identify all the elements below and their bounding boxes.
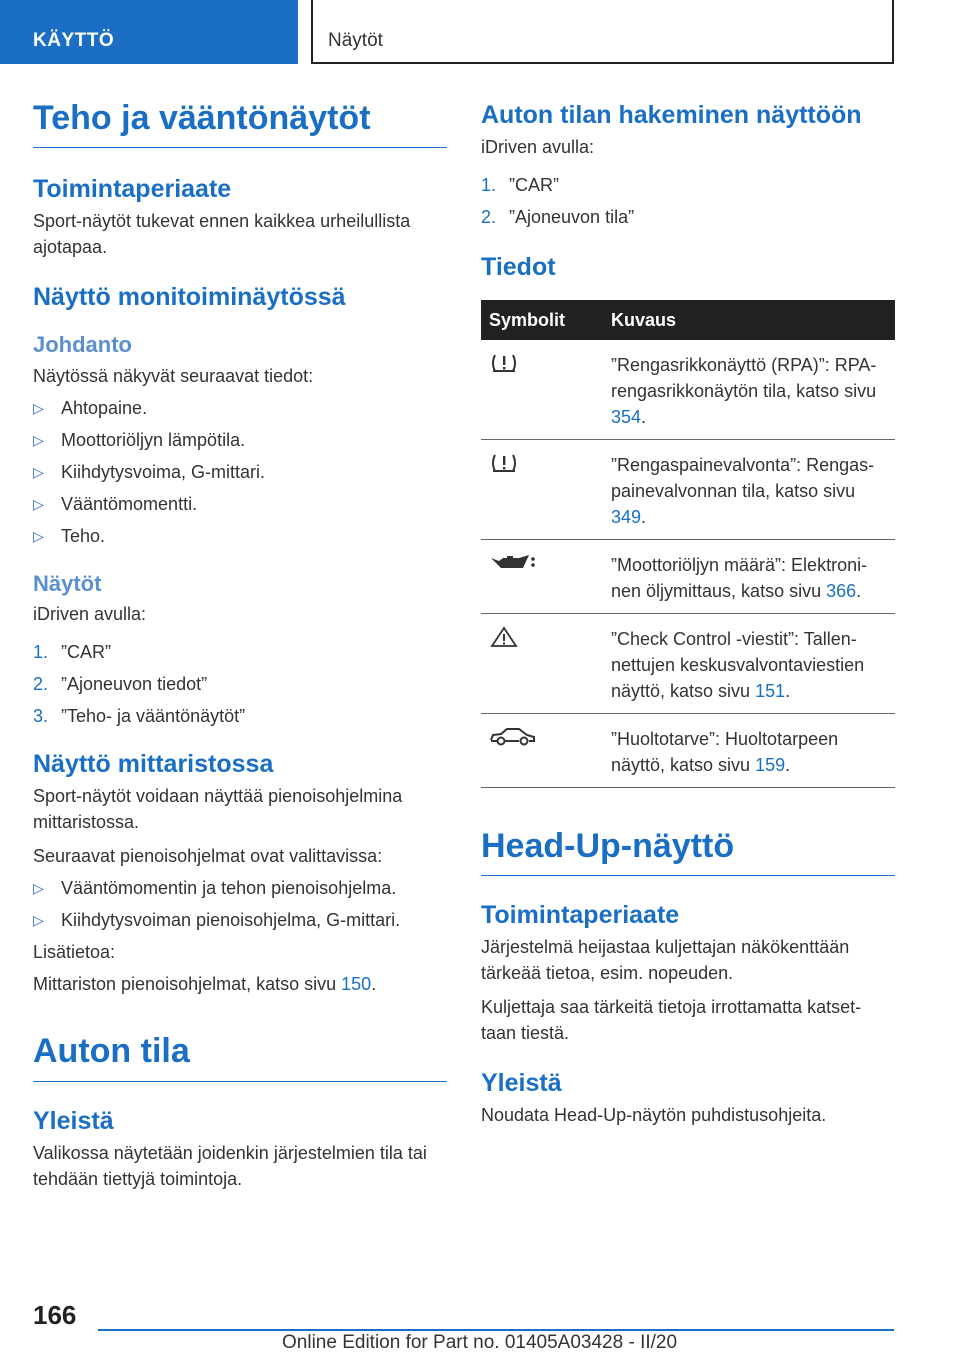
hud-general-heading: Yleistä <box>481 1069 562 1098</box>
bullet-triangle-icon: ▷ <box>33 431 44 448</box>
header-chapter-tab <box>311 0 894 64</box>
cluster-heading: Näyttö mittaristossa <box>33 750 274 779</box>
list-item: 3. ”Teho- ja vääntönäytöt” <box>33 706 246 727</box>
list-item: ▷ Teho. <box>33 523 447 549</box>
general-heading: Yleistä <box>33 1106 114 1135</box>
footer-edition: Online Edition for Part no. 01405A03428 - II/20 <box>282 1332 678 1353</box>
right-column <box>481 100 895 1128</box>
page-link[interactable]: 150 <box>341 974 372 995</box>
principle-heading: Toimintaperiaate <box>33 175 232 204</box>
list-item: ▷ Ahtopaine. <box>33 395 447 421</box>
bullet-triangle-icon: ▷ <box>33 399 44 416</box>
displays-heading: Näytöt <box>33 570 102 596</box>
more-label: Lisätietoa: <box>33 942 116 963</box>
displays-steps <box>33 639 447 729</box>
table-row: ”Rengasrikkonäyttö (RPA)”: RPA-rengasrikkonäytön tila, katso sivu 354. <box>481 340 895 440</box>
info-table <box>481 300 895 788</box>
page-link[interactable]: 159 <box>755 755 786 775</box>
table-row: ”Rengaspainevalvonta”: Rengas-painevalvonnan tila, katso sivu 349. <box>481 440 895 540</box>
displays-text: iDriven avulla: <box>33 604 147 625</box>
page-link[interactable]: 366 <box>826 581 857 601</box>
list-item: 2. ”Ajoneuvon tila” <box>481 207 635 227</box>
intro-heading: Johdanto <box>33 332 132 358</box>
info-heading: Tiedot <box>481 253 556 281</box>
tire-warning-icon <box>489 452 519 474</box>
header-chapter-label: Näytöt <box>328 30 383 51</box>
tire-warning-icon <box>489 352 519 374</box>
bullet-triangle-icon: ▷ <box>33 912 44 929</box>
table-row: ”Check Control -viestit”: Tallen-nettujen keskusvalvontaviestien näyttö, katso sivu 151. <box>481 614 895 714</box>
status-title: Auton tila <box>33 1033 447 1081</box>
page-number: 166 <box>33 1300 77 1330</box>
oil-can-icon <box>489 552 537 574</box>
principle-text: Sport-näytöt tukevat ennen kaikkea urheilullista ajotapaa. <box>33 211 411 258</box>
widgets-text: Seuraavat pienoisohjelmat ovat valittavissa: <box>33 846 383 867</box>
list-item: 1. ”CAR” <box>481 175 559 195</box>
warning-triangle-icon <box>489 626 519 648</box>
fetch-steps <box>481 172 895 230</box>
header-section-tab <box>0 0 298 64</box>
more-text: Mittariston pienoisohjelmat, katso sivu 150. <box>33 974 377 995</box>
page-link[interactable]: 151 <box>755 681 786 701</box>
hud-general-text: Noudata Head-Up-näytön puhdistusohjeita. <box>481 1105 827 1126</box>
bullet-triangle-icon: ▷ <box>33 527 44 544</box>
page-title: Teho ja vääntönäytöt <box>33 100 447 148</box>
general-text: Valikossa näytetään joidenkin järjestelmien tila tai tehdään tiettyjä toimintoja. <box>33 1142 427 1189</box>
page-link[interactable]: 354 <box>611 407 642 427</box>
hud-principle-text: Järjestelmä heijastaa kuljettajan näkökenttään tärkeää tietoa, esim. nopeuden. <box>481 937 850 984</box>
footer-divider <box>98 1329 894 1331</box>
list-item: ▷ Vääntömomentin ja tehon pienoisohjelma. <box>33 875 447 901</box>
list-item: ▷ Vääntömomentti. <box>33 491 447 517</box>
table-header-row <box>481 300 895 340</box>
list-item: 1. ”CAR” <box>33 642 111 663</box>
table-row: ”Huoltotarve”: Huoltotarpeen näyttö, katso sivu 159. <box>481 714 895 788</box>
list-item: 2. ”Ajoneuvon tiedot” <box>33 674 208 695</box>
widgets-list <box>33 875 447 933</box>
list-item: ▷ Kiihdytysvoima, G-mittari. <box>33 459 447 485</box>
table-header-symbol: Symbolit <box>481 300 611 340</box>
car-service-icon <box>489 726 537 748</box>
header-section-label: KÄYTTÖ <box>33 30 115 51</box>
table-header-description: Kuvaus <box>611 300 895 340</box>
intro-text: Näytössä näkyvät seuraavat tiedot: <box>33 365 314 386</box>
hud-principle-heading: Toimintaperiaate <box>481 901 680 930</box>
hud-principle-text-2: Kuljettaja saa tärkeitä tietoja irrottamatta katset-taan tiestä. <box>481 997 862 1044</box>
monitor-heading: Näyttö monitoiminäytössä <box>33 283 346 312</box>
list-item: ▷ Moottoriöljyn lämpötila. <box>33 427 447 453</box>
page-link[interactable]: 349 <box>611 507 642 527</box>
fetch-text: iDriven avulla: <box>481 137 595 157</box>
hud-title: Head-Up-näyttö <box>481 828 895 876</box>
left-column <box>33 100 447 1192</box>
bullet-triangle-icon: ▷ <box>33 880 44 897</box>
list-item: ▷ Kiihdytysvoiman pienoisohjelma, G-mittari. <box>33 907 447 933</box>
table-row: ”Moottoriöljyn määrä”: Elektroni-nen öljymittaus, katso sivu 366. <box>481 540 895 614</box>
bullet-triangle-icon: ▷ <box>33 495 44 512</box>
cluster-text: Sport-näytöt voidaan näyttää pienoisohjelmina mittaristossa. <box>33 786 403 833</box>
bullet-triangle-icon: ▷ <box>33 463 44 480</box>
intro-list <box>33 395 447 549</box>
fetch-heading: Auton tilan hakeminen näyttöön <box>481 101 862 129</box>
